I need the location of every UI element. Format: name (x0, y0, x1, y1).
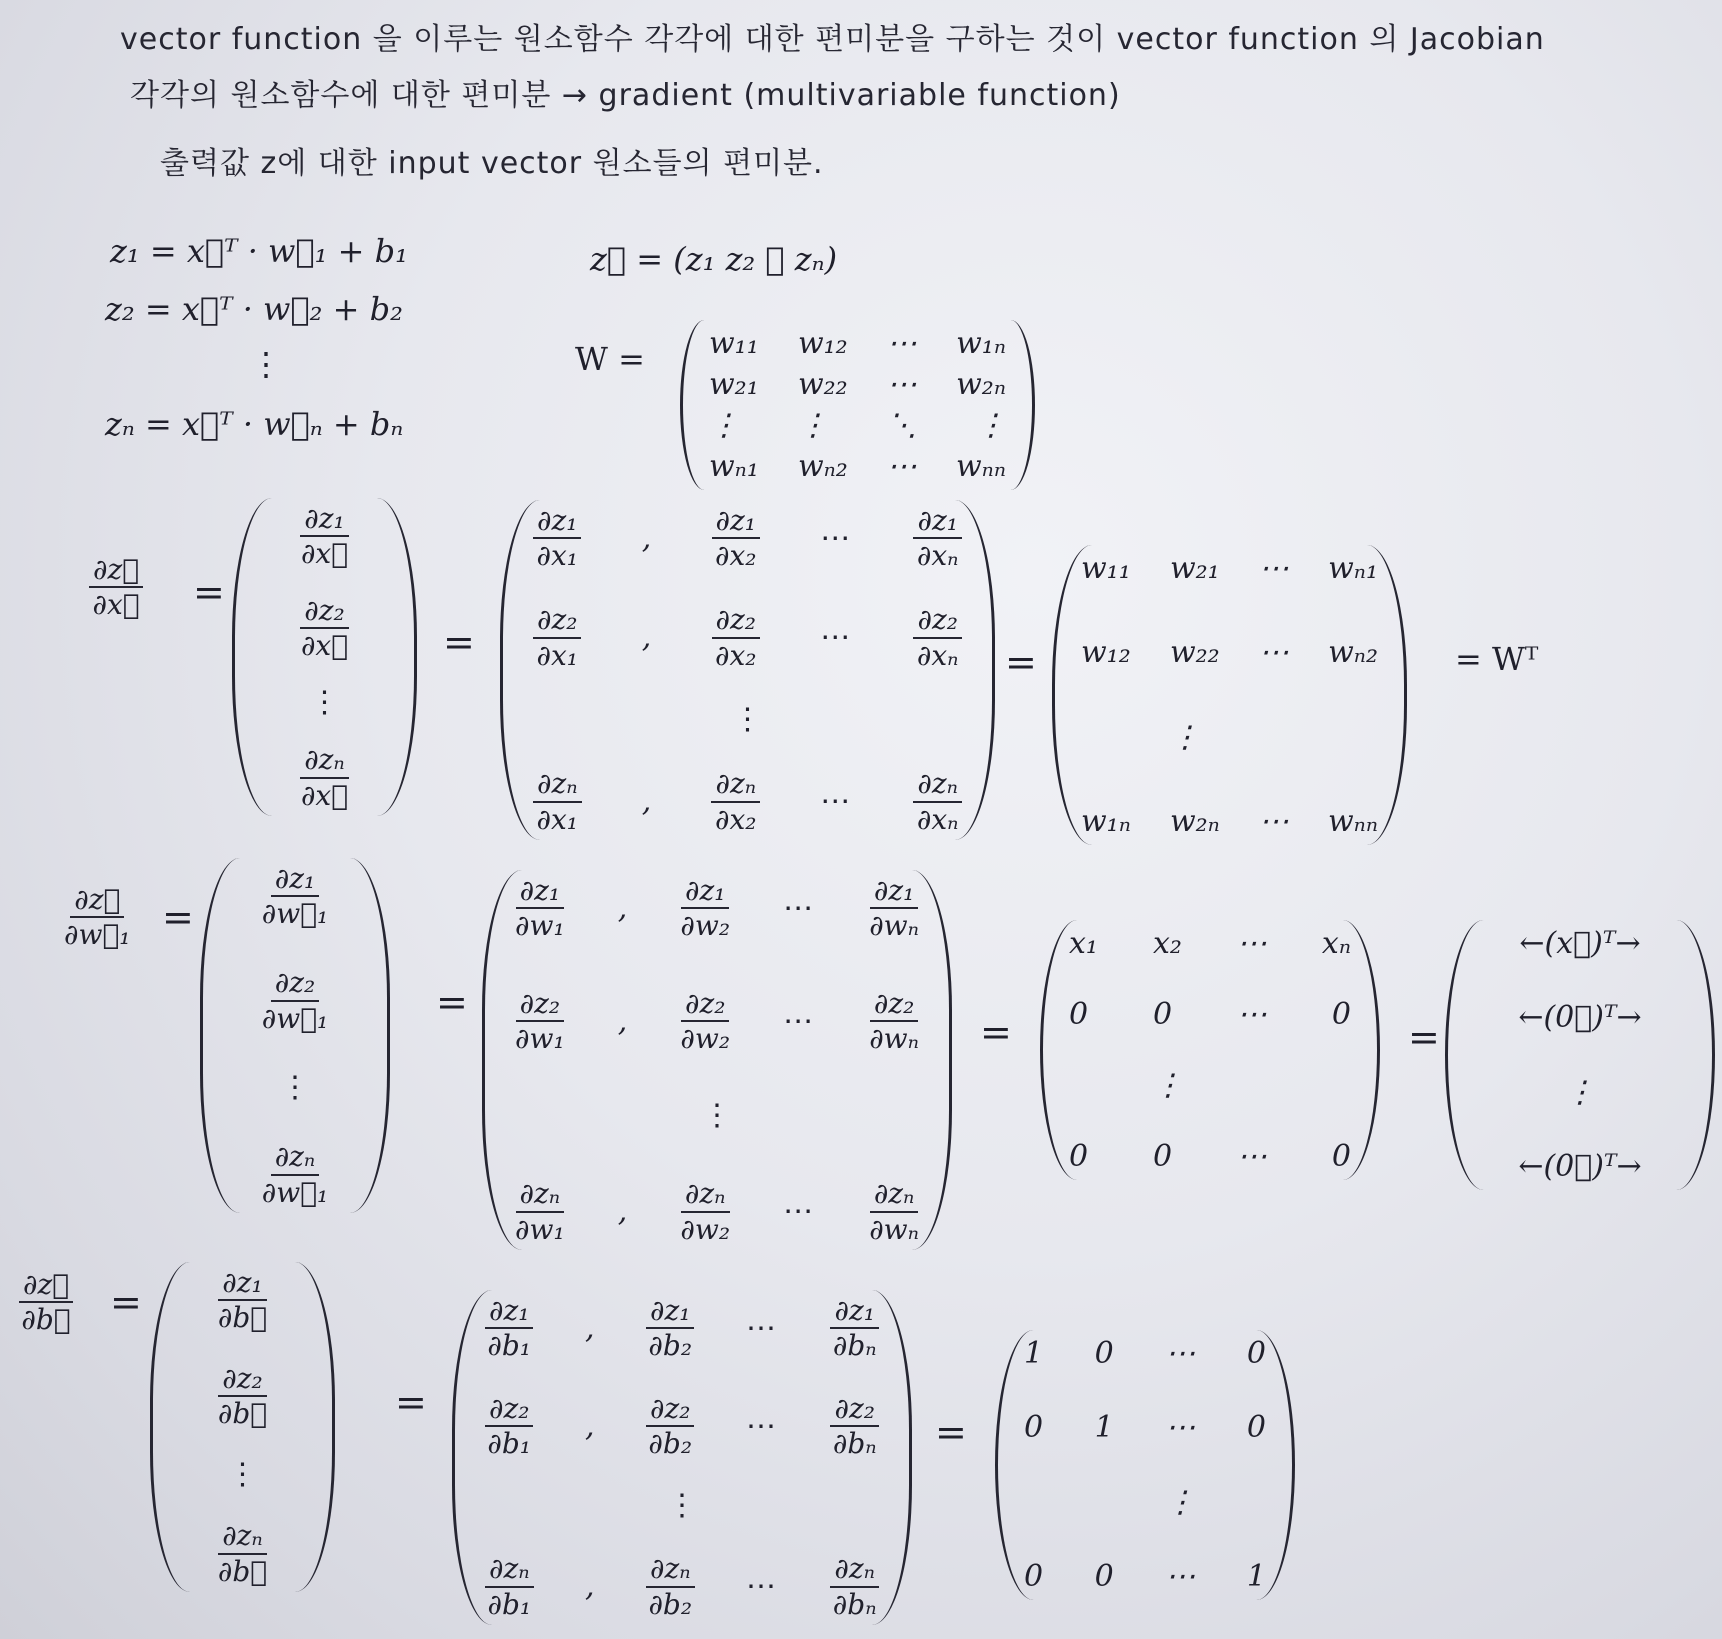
matrix-row (1069, 1139, 1351, 1174)
fraction (218, 1364, 267, 1429)
w-matrix (680, 320, 1035, 490)
matrix-row (709, 449, 1006, 484)
vertical-dots: ⋮ (309, 685, 340, 720)
fraction-denominator: ∂b⃗ (217, 1301, 268, 1335)
fraction-denominator: ∂x₁ (536, 539, 578, 573)
matrix-cell: ⋯ (886, 449, 917, 484)
fraction-denominator: ∂b₁ (487, 1329, 532, 1363)
fraction (646, 1296, 694, 1361)
comma: , (617, 1003, 628, 1039)
matrix-cell: ⋯ (1236, 926, 1267, 961)
fraction (485, 1554, 534, 1619)
matrix-cell: 0 (1153, 1139, 1173, 1174)
fraction-denominator: ∂w₁ (515, 909, 565, 943)
fraction (262, 1142, 328, 1207)
equals-sign: = (436, 980, 468, 1024)
matrix-row (709, 408, 1006, 443)
matrix-cell: ⋯ (1258, 635, 1289, 671)
identity-matrix (995, 1330, 1295, 1600)
fraction-denominator: ∂x⃗ (300, 537, 349, 571)
matrix-cell: w₂₂ (797, 367, 848, 402)
matrix-cell: w₁ₙ (956, 326, 1006, 361)
jacobian-b (452, 1290, 912, 1625)
equals-sign: = (1005, 640, 1037, 684)
matrix-row (1081, 635, 1378, 670)
equals-sign: = (110, 1280, 142, 1324)
fraction-denominator: ∂b₂ (648, 1427, 693, 1461)
comma: , (641, 620, 652, 656)
fraction (646, 1554, 695, 1619)
fraction-denominator: ∂w⃗₁ (261, 897, 329, 931)
matrix-cell: ⋮ (798, 408, 828, 443)
fraction-denominator: ∂xₙ (916, 802, 959, 836)
fraction-numerator: ∂z₂ (830, 1394, 878, 1427)
def-vdots: ⋮ (250, 345, 282, 383)
fraction-denominator: ∂b₂ (648, 1587, 693, 1621)
matrix-cell: 0 (1069, 1139, 1089, 1174)
fraction (485, 1391, 533, 1461)
fraction-numerator: ∂z₂ (218, 1364, 266, 1397)
matrix-row (1024, 1336, 1266, 1371)
fraction-numerator: ∂z₂ (516, 989, 564, 1022)
horizontal-dots: ⋯ (820, 784, 854, 820)
fraction (533, 506, 581, 571)
fraction-numerator: ∂zₙ (533, 769, 582, 802)
equals-sign: = (980, 1010, 1012, 1054)
matrix-cell: 0 (1246, 1336, 1266, 1371)
comma: , (641, 520, 652, 556)
lhs-num: ∂z⃗ (70, 885, 124, 918)
fraction-numerator: ∂zₙ (300, 745, 349, 778)
fraction-numerator: ∂z₂ (646, 1394, 694, 1427)
matrix-cell: 0 (1331, 1139, 1351, 1174)
matrix-cell: x₂ (1152, 926, 1182, 961)
fraction-numerator: ∂z₁ (218, 1268, 266, 1301)
matrix-cell: wₙₙ (955, 449, 1006, 484)
matrix-cell: ⋮ (1153, 1068, 1183, 1103)
fraction-numerator: ∂z₁ (485, 1296, 533, 1329)
fraction-numerator: ∂z₂ (300, 596, 348, 629)
fraction (830, 1554, 879, 1619)
fraction-denominator: ∂x₂ (715, 638, 757, 672)
lhs-num: ∂z⃗ (19, 1270, 73, 1303)
matrix-cell: x₁ (1069, 926, 1098, 961)
lhs-dz-db (15, 1270, 77, 1335)
matrix-cell: ⋯ (1165, 1558, 1196, 1594)
fraction (913, 506, 961, 571)
matrix-cell: w₂₁ (709, 367, 759, 402)
fraction (218, 1521, 267, 1586)
matrix-row (1069, 926, 1351, 961)
comma: , (617, 1194, 628, 1230)
matrix-row (1081, 720, 1378, 755)
fraction-numerator: ∂zₙ (913, 769, 962, 802)
matrix-cell: wₙ₂ (797, 449, 848, 484)
fraction-denominator: ∂wₙ (869, 1212, 919, 1246)
matrix-cell: 0 (1024, 1558, 1044, 1594)
fraction-denominator: ∂x₁ (536, 802, 579, 836)
horizontal-dots: ⋯ (745, 1310, 779, 1346)
fraction-denominator: ∂bₙ (832, 1587, 877, 1621)
jacobian-row (481, 1391, 883, 1461)
result-wt: = Wᵀ (1455, 640, 1539, 678)
fraction (830, 1391, 878, 1461)
fraction-numerator: ∂z₂ (913, 605, 961, 638)
fraction-numerator: ∂z₁ (913, 506, 961, 539)
fraction (680, 876, 730, 941)
equals-sign: = (193, 570, 225, 614)
fraction (869, 986, 919, 1056)
lhs-dz-dx (85, 555, 147, 620)
lhs-den: ∂b⃗ (21, 1303, 71, 1337)
matrix-cell: wₙ₁ (1328, 551, 1378, 586)
fraction (262, 864, 328, 929)
horizontal-dots: ⋯ (783, 1003, 817, 1039)
fraction-denominator: ∂w⃗₁ (261, 1175, 329, 1209)
row-vector: ←(0⃗)ᵀ→ (1518, 1000, 1642, 1036)
fraction-denominator: ∂w₁ (515, 1022, 565, 1056)
fraction-denominator: ∂b⃗ (217, 1554, 268, 1588)
vertical-dots: ⋮ (280, 1069, 310, 1105)
def-zn: zₙ = x⃗ᵀ · w⃗ₙ + bₙ (105, 405, 404, 443)
matrix-cell: ⋮ (1170, 719, 1200, 755)
row-vector: ⋮ (1565, 1074, 1595, 1110)
fraction-numerator: ∂z₁ (300, 504, 348, 537)
fraction-numerator: ∂zₙ (711, 769, 760, 802)
lhs-den: ∂w⃗₁ (64, 918, 131, 952)
fraction (300, 504, 348, 569)
matrix-row (709, 367, 1006, 402)
fraction-denominator: ∂xₙ (916, 539, 959, 573)
fraction (830, 1296, 878, 1361)
fraction (869, 876, 919, 941)
jacobian-row (511, 1179, 923, 1244)
matrix-cell: w₂₂ (1169, 635, 1220, 671)
fraction-numerator: ∂zₙ (681, 1179, 730, 1212)
horizontal-dots: ⋯ (820, 620, 854, 656)
horizontal-dots: ⋯ (820, 520, 854, 556)
matrix-cell: wₙₙ (1327, 803, 1378, 839)
fraction-denominator: ∂w₂ (680, 1212, 731, 1246)
fraction-numerator: ∂zₙ (271, 1142, 320, 1175)
fraction-denominator: ∂w₂ (680, 1022, 731, 1056)
matrix-cell: 0 (1069, 997, 1089, 1032)
jacobian-row (529, 506, 966, 571)
fraction-numerator: ∂zₙ (516, 1179, 565, 1212)
comma: , (585, 1569, 595, 1605)
fraction-denominator: ∂x₂ (715, 539, 757, 573)
fraction-denominator: ∂b₂ (648, 1329, 693, 1363)
fraction-numerator: ∂zₙ (830, 1554, 879, 1587)
matrix-row (1081, 551, 1378, 586)
fraction (300, 745, 349, 810)
note-line-1: vector function 을 이루는 원소함수 각각에 대한 편미분을 구하는 것이 vector function 의 Jacobian (120, 22, 1545, 57)
jacobian-row (511, 986, 923, 1056)
matrix-cell: 0 (1153, 997, 1173, 1032)
row-vector: ←(x⃗)ᵀ→ (1519, 926, 1641, 961)
fraction-numerator: ∂z₂ (533, 605, 581, 638)
fraction (913, 605, 961, 670)
matrix-cell: w₁₁ (709, 326, 759, 361)
horizontal-dots: ⋯ (783, 890, 817, 926)
def-zvec: z⃗ = (z₁ z₂ ⋯ zₙ) (590, 240, 838, 278)
fraction (646, 1391, 694, 1461)
fraction-denominator: ∂b₁ (487, 1587, 532, 1621)
matrix-cell: 1 (1246, 1558, 1266, 1594)
fraction (869, 1179, 919, 1244)
matrix-cell: w₁ₙ (1081, 803, 1131, 839)
matrix-row (1069, 997, 1351, 1032)
fraction-numerator: ∂z₂ (870, 989, 918, 1022)
lhs-den: ∂x⃗ (92, 588, 140, 622)
fraction (515, 876, 565, 941)
matrix-cell: w₂ₙ (956, 367, 1006, 402)
matrix-cell: 1 (1024, 1336, 1044, 1371)
horizontal-dots: ⋯ (783, 1194, 817, 1230)
matrix-cell: ⋯ (1258, 803, 1289, 839)
fraction (712, 506, 760, 571)
jacobian-w (482, 870, 952, 1250)
equals-sign: = (395, 1380, 427, 1424)
fraction-numerator: ∂z₁ (681, 876, 729, 909)
def-z2: z₂ = x⃗ᵀ · w⃗₂ + b₂ (105, 290, 403, 328)
matrix-cell: 0 (1246, 1410, 1266, 1446)
comma: , (584, 1408, 595, 1444)
fraction (485, 1296, 533, 1361)
matrix-cell: w₁₂ (1081, 635, 1131, 671)
fraction (533, 605, 581, 670)
matrix-cell: ⋯ (886, 326, 917, 361)
fraction-numerator: ∂zₙ (218, 1521, 267, 1554)
fraction-numerator: ∂z₁ (870, 876, 918, 909)
jacobian-x (500, 500, 995, 840)
fraction (300, 596, 348, 661)
matrix-cell: 0 (1024, 1410, 1044, 1446)
matrix-cell: w₂₁ (1169, 551, 1220, 586)
fraction-numerator: ∂z₂ (681, 989, 729, 1022)
fraction-denominator: ∂wₙ (869, 909, 919, 943)
comma: , (617, 890, 628, 926)
col-matrix-w (200, 858, 390, 1213)
vertical-dots: ⋮ (702, 1098, 732, 1134)
fraction (712, 605, 760, 670)
fraction-denominator: ∂b₁ (487, 1427, 532, 1461)
matrix-row (709, 326, 1006, 361)
fraction (218, 1268, 267, 1333)
equals-sign: = (443, 620, 475, 664)
matrix-cell: 0 (1094, 1336, 1114, 1371)
row-vector-matrix (1445, 920, 1715, 1190)
fraction-denominator: ∂x₂ (715, 802, 757, 836)
matrix-cell: 0 (1094, 1558, 1114, 1594)
vertical-dots: ⋮ (227, 1457, 258, 1492)
jacobian-row (481, 1296, 883, 1361)
fraction (680, 1179, 730, 1244)
jacobian-row (529, 605, 966, 670)
matrix-cell: w₁₂ (797, 326, 848, 361)
equals-sign: = (1408, 1015, 1440, 1059)
matrix-row (1024, 1410, 1266, 1445)
fraction-denominator: ∂b⃗ (217, 1397, 268, 1431)
w-label: W = (575, 340, 645, 378)
horizontal-dots: ⋯ (745, 1408, 779, 1444)
matrix-cell: ⋯ (1237, 1139, 1267, 1174)
fraction-denominator: ∂xₙ (916, 638, 959, 672)
comma: , (584, 1310, 595, 1346)
matrix-cell: ⋯ (1258, 551, 1289, 586)
fraction-denominator: ∂w₁ (515, 1212, 565, 1246)
fraction-numerator: ∂z₁ (646, 1296, 694, 1329)
matrix-cell: w₁₁ (1081, 551, 1131, 586)
fraction-denominator: ∂w⃗₁ (261, 1001, 329, 1035)
fraction (680, 986, 731, 1056)
fraction-denominator: ∂bₙ (832, 1427, 877, 1461)
matrix-cell: ⋮ (709, 408, 739, 443)
equals-sign: = (935, 1410, 967, 1454)
fraction-denominator: ∂x⃗ (300, 778, 349, 812)
fraction (262, 968, 328, 1033)
fraction-numerator: ∂zₙ (485, 1554, 534, 1587)
fraction (913, 769, 962, 834)
fraction-denominator: ∂wₙ (869, 1022, 919, 1056)
col-matrix-x (232, 498, 417, 816)
matrix-cell: ⋯ (1237, 997, 1267, 1032)
matrix-row (1024, 1485, 1266, 1520)
matrix-cell: ⋯ (886, 367, 917, 402)
matrix-cell: ⋯ (1165, 1410, 1196, 1446)
horizontal-dots: ⋯ (745, 1569, 779, 1605)
fraction-denominator: ∂x₁ (536, 638, 578, 672)
fraction-numerator: ∂z₁ (830, 1296, 878, 1329)
col-matrix-b (150, 1262, 335, 1592)
jacobian-row (511, 876, 923, 941)
matrix-cell: 0 (1331, 997, 1351, 1032)
equals-sign: = (162, 895, 194, 939)
fraction-numerator: ∂z₁ (712, 506, 760, 539)
jacobian-row (529, 769, 966, 834)
fraction-numerator: ∂z₁ (271, 864, 319, 897)
fraction-denominator: ∂bₙ (832, 1329, 877, 1363)
fraction (515, 1179, 565, 1244)
fraction-numerator: ∂zₙ (870, 1179, 919, 1212)
vertical-dots: ⋮ (732, 701, 763, 737)
row-vector: ←(0⃗)ᵀ→ (1518, 1148, 1642, 1184)
matrix-row (1024, 1559, 1266, 1594)
matrix-cell: 1 (1094, 1410, 1114, 1446)
matrix-cell: wₙ₂ (1328, 635, 1378, 671)
fraction-numerator: ∂z₁ (516, 876, 564, 909)
note-line-2: 각각의 원소함수에 대한 편미분 → gradient (multivariable function) (130, 78, 1121, 113)
comma: , (641, 784, 652, 820)
matrix-row (1081, 804, 1378, 839)
fraction (533, 769, 582, 834)
fraction-numerator: ∂z₂ (271, 968, 319, 1001)
fraction (515, 986, 565, 1056)
lhs-dz-dw1 (60, 885, 134, 950)
matrix-cell: xₙ (1321, 926, 1351, 961)
fraction-numerator: ∂zₙ (646, 1554, 695, 1587)
lhs-num: ∂z⃗ (89, 555, 143, 588)
matrix-cell: wₙ₁ (709, 449, 759, 484)
matrix-cell: ⋮ (1165, 1484, 1196, 1520)
fraction-numerator: ∂z₂ (712, 605, 760, 638)
fraction (711, 769, 760, 834)
matrix-row (1069, 1068, 1351, 1103)
jacobian-row (481, 1554, 883, 1619)
fraction-numerator: ∂z₂ (485, 1394, 533, 1427)
def-z1: z₁ = x⃗ᵀ · w⃗₁ + b₁ (110, 232, 408, 270)
fraction-denominator: ∂x⃗ (300, 629, 349, 663)
fraction-denominator: ∂w₂ (680, 909, 731, 943)
vertical-dots: ⋮ (667, 1488, 697, 1524)
matrix-cell: ⋱ (887, 408, 917, 443)
fraction-numerator: ∂z₁ (533, 506, 581, 539)
matrix-cell: ⋯ (1165, 1336, 1196, 1371)
matrix-cell: ⋮ (976, 408, 1006, 443)
note-line-3: 출력값 z에 대한 input vector 원소들의 편미분. (160, 146, 824, 181)
wt-matrix (1052, 545, 1407, 845)
matrix-cell: w₂ₙ (1169, 803, 1220, 839)
x-zero-matrix (1040, 920, 1380, 1180)
